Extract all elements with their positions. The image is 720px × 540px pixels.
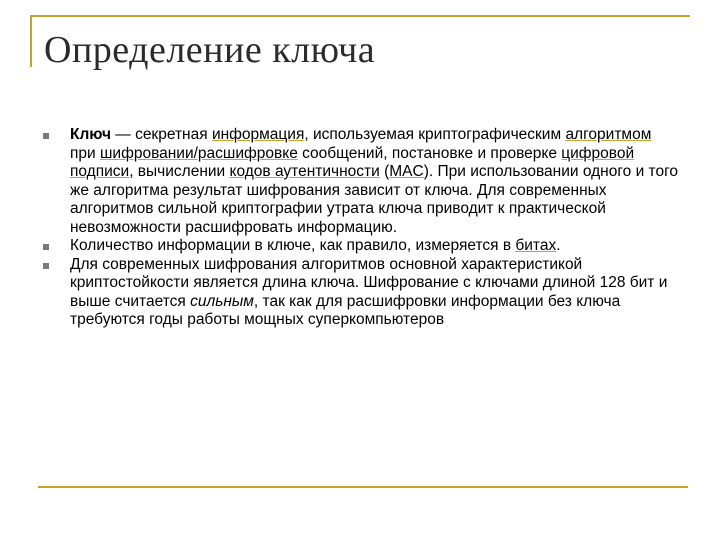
bullet-text: при	[70, 144, 100, 162]
link-information[interactable]: информация	[211, 126, 305, 143]
bullet-list	[40, 126, 680, 330]
bullet-text: Количество информации в ключе, как правило, измеряется в	[70, 237, 516, 254]
link-digital-signature[interactable]: цифровой подписи	[70, 144, 635, 180]
slide-title: Определение ключа	[44, 29, 376, 71]
bullet-text: Для современных шифрования алгоритмов основной характеристикой криптостойкости является длина ключа. Шифрование с ключами длиной 128 бит и выше считается	[70, 255, 668, 310]
square-bullet-icon	[43, 133, 49, 139]
bullet-text: ). При использовании одного и того же алгоритма результат шифрования зависит от ключа. Для современных алгоритмов сильной криптографии утрата ключа приводит к практической невозможности расшифровать информацию.	[70, 163, 679, 236]
bullet-text: , вычислении	[129, 163, 230, 180]
bullet-text: , используемая криптографическим	[304, 126, 566, 143]
frame-left-border	[30, 15, 32, 67]
bullet-text: , так как для расшифровки информации без ключа требуются годы работы мощных суперкомпьютеров	[70, 292, 621, 328]
bottom-divider	[38, 486, 688, 488]
link-algorithm[interactable]: алгоритмом	[565, 126, 652, 143]
key-term: Ключ	[70, 126, 111, 143]
link-mac[interactable]: MAC	[389, 163, 424, 180]
link-bits[interactable]: битах	[515, 237, 557, 254]
link-encryption[interactable]: шифровании/расшифровке	[99, 144, 298, 162]
link-auth-codes[interactable]: кодов аутентичности	[229, 163, 380, 180]
frame-top-border	[30, 15, 690, 17]
bullet-text: сообщений, постановке и проверке	[297, 144, 562, 162]
bullet-text: — секретная	[110, 126, 212, 143]
bullet-item-key-definition	[40, 126, 680, 237]
bullet-item-key-bits	[40, 237, 680, 256]
emphasis-strong: сильным	[190, 292, 254, 310]
bullet-text: (	[379, 163, 390, 180]
bullet-item-key-length	[40, 256, 680, 330]
square-bullet-icon	[43, 263, 49, 269]
square-bullet-icon	[43, 244, 49, 250]
bullet-text: .	[556, 237, 561, 254]
